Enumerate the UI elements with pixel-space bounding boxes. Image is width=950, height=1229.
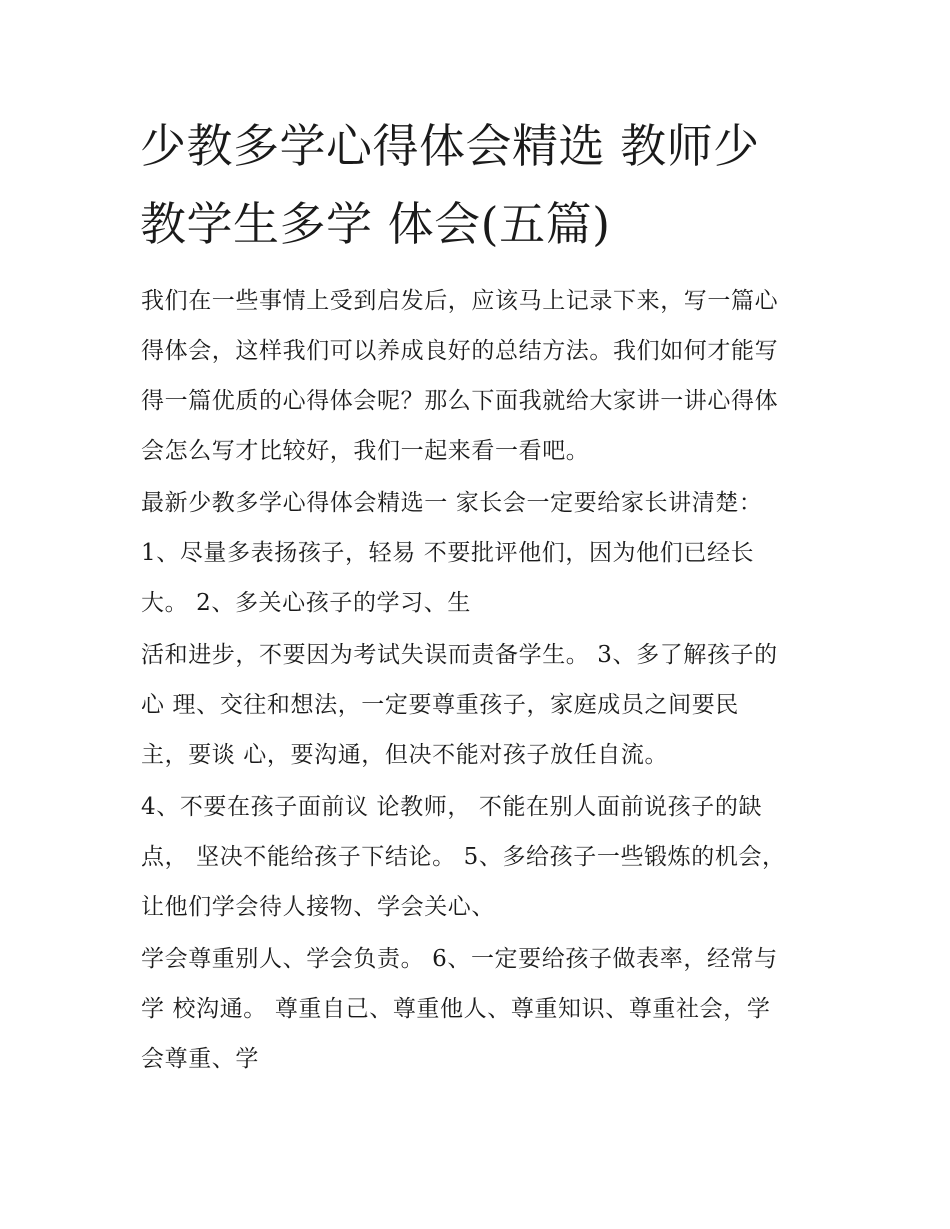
paragraph-line: 得体会，这样我们可以养成良好的总结方法。我们如何才能写 bbox=[141, 338, 779, 364]
paragraph-line: 会尊重、学 bbox=[141, 1046, 259, 1072]
title-line-2: 教学生多学 体会(五篇) bbox=[140, 197, 611, 251]
paragraph-line: 点， 坚决不能给孩子下结论。 5、多给孩子一些锻炼的机会， bbox=[141, 844, 786, 870]
paragraph-line: 学 校沟通。 尊重自己、尊重他人、尊重知识、尊重社会，学 bbox=[141, 996, 771, 1022]
paragraph-line: 活和进步，不要因为考试失误而责备学生。 3、多了解孩子的 bbox=[141, 642, 778, 668]
paragraph-line: 心 理、交往和想法，一定要尊重孩子，家庭成员之间要民 bbox=[141, 692, 739, 718]
paragraph-line: 我们在一些事情上受到启发后，应该马上记录下来，写一篇心 bbox=[141, 288, 779, 314]
paragraph-line: 4、不要在孩子面前议 论教师， 不能在别人面前说孩子的缺 bbox=[141, 794, 763, 820]
paragraph-line: 主，要谈 心，要沟通，但决不能对孩子放任自流。 bbox=[141, 742, 669, 768]
paragraph-line: 会怎么写才比较好，我们一起来看一看吧。 bbox=[141, 438, 590, 464]
paragraph-line: 学会尊重别人、学会负责。 6、一定要给孩子做表率，经常与 bbox=[141, 946, 778, 972]
paragraph-line: 得一篇优质的心得体会呢？那么下面我就给大家讲一讲心得体 bbox=[141, 388, 779, 414]
paragraph-line: 大。 2、多关心孩子的学习、生 bbox=[141, 590, 471, 616]
title-line-1: 少教多学心得体会精选 教师少 bbox=[140, 119, 760, 173]
paragraph-line: 最新少教多学心得体会精选一 家长会一定要给家长讲清楚： bbox=[141, 490, 763, 516]
paragraph-line: 1、尽量多表扬孩子，轻易 不要批评他们，因为他们已经长 bbox=[141, 540, 755, 566]
paragraph-line: 让他们学会待人接物、学会关心、 bbox=[141, 894, 495, 920]
